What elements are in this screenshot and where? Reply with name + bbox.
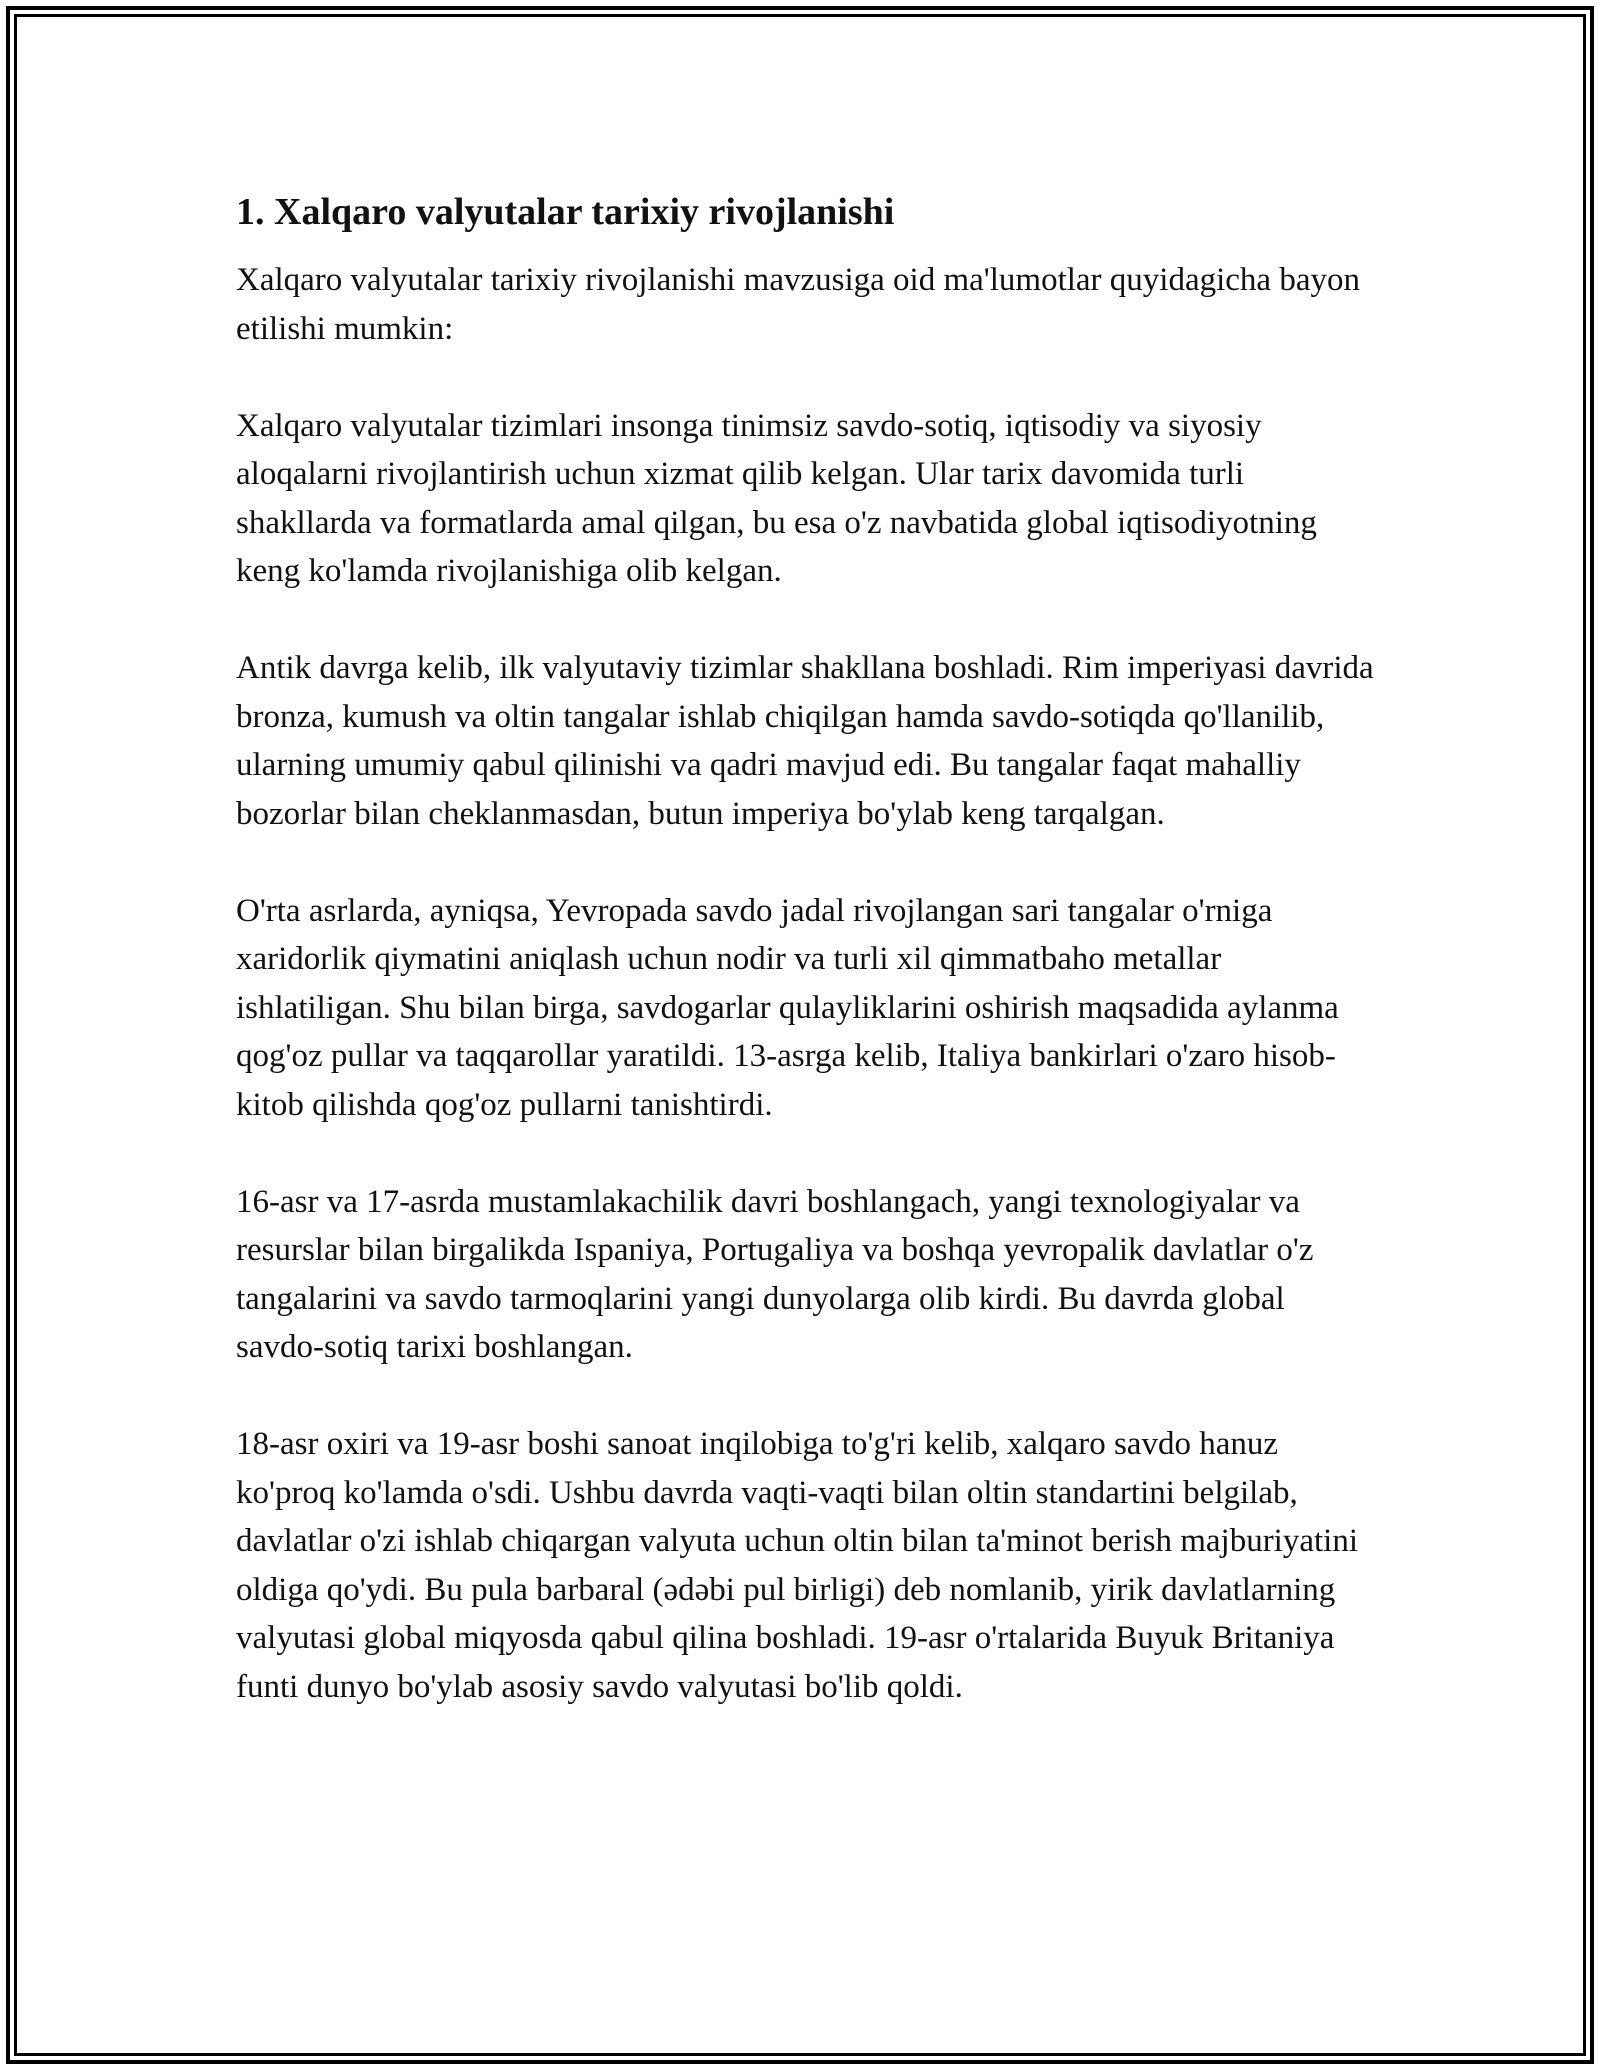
- paragraph-currency-systems: Xalqaro valyutalar tizimlari insonga tinimsiz savdo-sotiq, iqtisodiy va siyosiy aloqalarni rivojlantirish uchun xizmat qilib kelgan. Ular tarix davomida turli shakllarda va formatlarda amal qilgan, bu esa o'z navbatida global iqtisodiyotning keng ko'lamda rivojlanishiga olib kelgan.: [236, 407, 1317, 589]
- document-body: [236, 188, 1376, 1711]
- paragraph-middle-ages: O'rta asrlarda, ayniqsa, Yevropada savdo jadal rivojlangan sari tangalar o'rniga xaridorlik qiymatini aniqlash uchun nodir va turli xil qimmatbaho metallar ishlatiligan. Shu bilan birga, savdogarlar qulayliklarini oshirish maqsadida aylanma qog'oz pullar va taqqarollar yaratildi. 13-asrga kelib, Italiya bankirlari o'zaro hisob-kitob qilishda qog'oz pullarni tanishtirdi.: [236, 892, 1339, 1123]
- paragraph-industrial-revolution: 18-asr oxiri va 19-asr boshi sanoat inqilobiga to'g'ri kelib, xalqaro savdo hanuz ko'proq ko'lamda o'sdi. Ushbu davrda vaqti-vaqti bilan oltin standartini belgilab, davlatlar o'zi ishlab chiqargan valyuta uchun oltin bilan ta'minot berish majburiyatini oldiga qo'ydi. Bu pula barbaral (ədəbi pul birligi) deb nomlanib, yirik davlatlarning valyutasi global miqyosda qabul qilina boshladi. 19-asr o'rtalarida Buyuk Britaniya funti dunyo bo'ylab asosiy savdo valyutasi bo'lib qoldi.: [236, 1426, 1358, 1705]
- paragraph-colonial-era: 16-asr va 17-asrda mustamlakachilik davri boshlangach, yangi texnologiyalar va resurslar bilan birgalikda Ispaniya, Portugaliya va boshqa yevropalik davlatlar o'z tangalarini va savdo tarmoqlarini yangi dunyolarga olib kirdi. Bu davrda global savdo-sotiq tarixi boshlangan.: [236, 1183, 1314, 1365]
- paragraph-antiquity: Antik davrga kelib, ilk valyutaviy tizimlar shakllana boshladi. Rim imperiyasi davrida bronza, kumush va oltin tangalar ishlab chiqilgan hamda savdo-sotiqda qo'llanilib, ularning umumiy qabul qilinishi va qadri mavjud edi. Bu tangalar faqat mahalliy bozorlar bilan cheklanmasdan, butun imperiya bo'ylab keng tarqalgan.: [236, 650, 1374, 832]
- intro-paragraph: Xalqaro valyutalar tarixiy rivojlanishi mavzusiga oid ma'lumotlar quyidagicha bayon etilishi mumkin:: [236, 262, 1360, 347]
- section-heading: 1. Xalqaro valyutalar tarixiy rivojlanishi: [236, 191, 895, 233]
